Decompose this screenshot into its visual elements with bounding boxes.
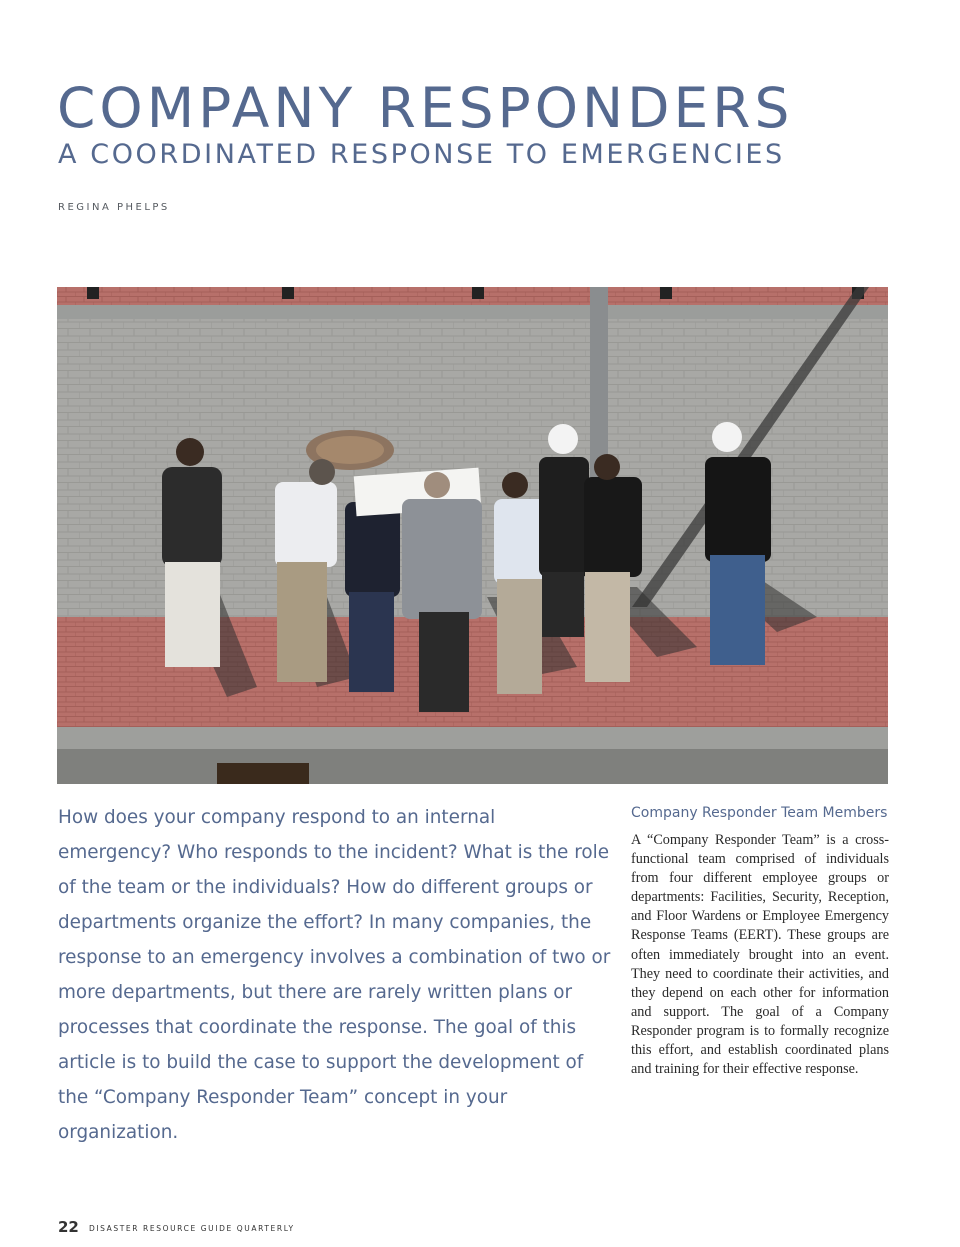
bollard <box>87 287 99 299</box>
article-photo <box>57 287 888 784</box>
article-subtitle: A COORDINATED RESPONSE TO EMERGENCIES <box>58 139 785 170</box>
page-number: 22 <box>58 1218 79 1236</box>
sidebar-heading: Company Responder Team Members <box>631 805 888 821</box>
road <box>57 749 888 784</box>
bollard <box>660 287 672 299</box>
storm-drain <box>217 763 309 784</box>
sidebar-body: A “Company Responder Team” is a cross-functional team comprised of individuals from four different employee groups or departments: Facilities, Security, Reception, and Floor Wardens or Employee Emergency Response Teams (EERT). These groups are often immediately brought into an event. They need to coordinate their activities, and they depend on each other for information and support. The goal of a Company Responder program is to formally recognize this effort, and establish coordinated plans and training for their effective response. <box>631 832 889 1078</box>
author-byline: REGINA PHELPS <box>58 202 170 213</box>
bollard <box>282 287 294 299</box>
bollard <box>472 287 484 299</box>
top-curb <box>57 305 888 319</box>
article-title: COMPANY RESPONDERS <box>57 76 794 140</box>
lead-paragraph: How does your company respond to an internal emergency? Who responds to the incident? What is the role of the team or the individuals? How do different groups or departments organize the effort? In many companies, the response to an emergency involves a combination of two or more departments, but there are rarely written plans or processes that coordinate the response. The goal of this article is to build the case to support the development of the “Company Responder Team” concept in your organization. <box>58 807 611 1143</box>
bottom-curb <box>57 727 888 749</box>
page-footer <box>58 1217 295 1236</box>
publication-name: DISASTER RESOURCE GUIDE QUARTERLY <box>88 1224 295 1233</box>
